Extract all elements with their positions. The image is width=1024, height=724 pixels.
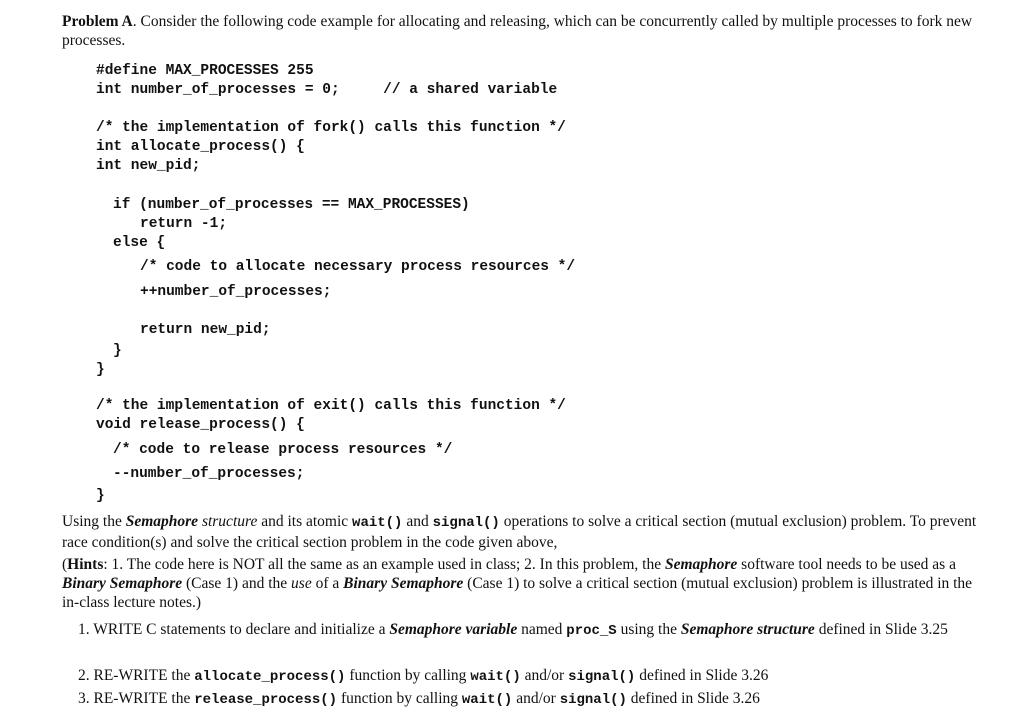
code-signal: signal()	[568, 669, 636, 685]
task-3	[78, 689, 978, 710]
text: operations to solve a critical section (mutual exclusion) problem. To prevent race condition(s) and solve the critical section problem in the code given above,	[62, 513, 977, 551]
text: 1. WRITE C statements to declare and initialize a	[78, 621, 390, 638]
text: Semaphore variable	[389, 621, 518, 638]
code-line: return new_pid;	[140, 322, 271, 338]
text: Binary Semaphore	[343, 575, 464, 592]
using-paragraph	[62, 512, 982, 552]
code-wait: wait()	[352, 515, 403, 531]
text: Semaphore	[664, 556, 738, 573]
text: (	[62, 556, 68, 573]
code-line: return -1;	[140, 216, 228, 232]
text: defined in Slide 3.25	[814, 621, 948, 638]
hints-label: Hints	[67, 556, 104, 573]
task-2	[78, 666, 978, 687]
text: and its atomic	[257, 513, 353, 530]
text: Semaphore structure	[680, 621, 815, 638]
text: defined in Slide 3.26	[635, 667, 769, 684]
text: using the	[616, 621, 681, 638]
code-line: ++number_of_processes;	[140, 284, 332, 300]
code-proc-s: proc_S	[566, 623, 617, 639]
code-line: /* code to release process resources */	[113, 442, 453, 458]
text: and/or	[520, 667, 569, 684]
code-allocate-process: allocate_process()	[194, 669, 346, 685]
code-line: int new_pid;	[96, 158, 201, 174]
code-line: /* the implementation of exit() calls this function */	[96, 398, 566, 414]
text: (Case 1) to solve a critical section (mutual exclusion) problem is illustrated in the in-class lecture notes.)	[62, 575, 973, 611]
code-line: int number_of_processes = 0; // a shared variable	[96, 82, 558, 98]
text: 3. RE-WRITE the	[78, 690, 195, 707]
code-line: int allocate_process() {	[96, 139, 305, 155]
code-line: --number_of_processes;	[113, 466, 305, 482]
text: Using the	[62, 513, 126, 530]
code-wait: wait()	[461, 692, 513, 708]
code-signal: signal()	[559, 692, 627, 708]
code-line: #define MAX_PROCESSES 255	[96, 63, 314, 79]
text: and/or	[512, 690, 560, 707]
code-line: /* the implementation of fork() calls this function */	[96, 120, 566, 136]
text: Binary Semaphore	[62, 575, 183, 592]
text: 2. RE-WRITE the	[78, 667, 195, 684]
text: of a	[311, 575, 344, 592]
code-line: void release_process() {	[96, 417, 305, 433]
code-line: /* code to allocate necessary process resources */	[140, 259, 576, 275]
code-line: else {	[113, 235, 166, 251]
text: defined in Slide 3.26	[626, 690, 760, 707]
problem-intro-text: . Consider the following code example for allocating and releasing, which can be concurrently called by multiple processes to fork new processes.	[62, 13, 973, 49]
text: function by calling	[345, 667, 471, 684]
hints-paragraph	[62, 555, 982, 612]
code-line: }	[96, 362, 105, 378]
text: software tool needs to be used as a	[737, 556, 956, 573]
code-line: if (number_of_processes == MAX_PROCESSES)	[113, 197, 470, 213]
text: function by calling	[337, 690, 462, 707]
problem-label: Problem A	[62, 13, 133, 30]
task-1	[78, 620, 978, 641]
code-line: }	[113, 343, 122, 359]
code-signal: signal()	[432, 515, 500, 531]
text: and	[402, 513, 433, 530]
code-release-process: release_process()	[194, 692, 338, 708]
code-line: }	[96, 488, 105, 504]
text: : 1. The code here is NOT all the same as an example used in class; 2. In this problem, the	[103, 556, 665, 573]
code-wait: wait()	[470, 669, 521, 685]
text: named	[517, 621, 567, 638]
text: structure	[198, 513, 258, 530]
text: use	[291, 575, 312, 592]
text: (Case 1) and the	[182, 575, 292, 592]
text: Semaphore	[125, 513, 199, 530]
